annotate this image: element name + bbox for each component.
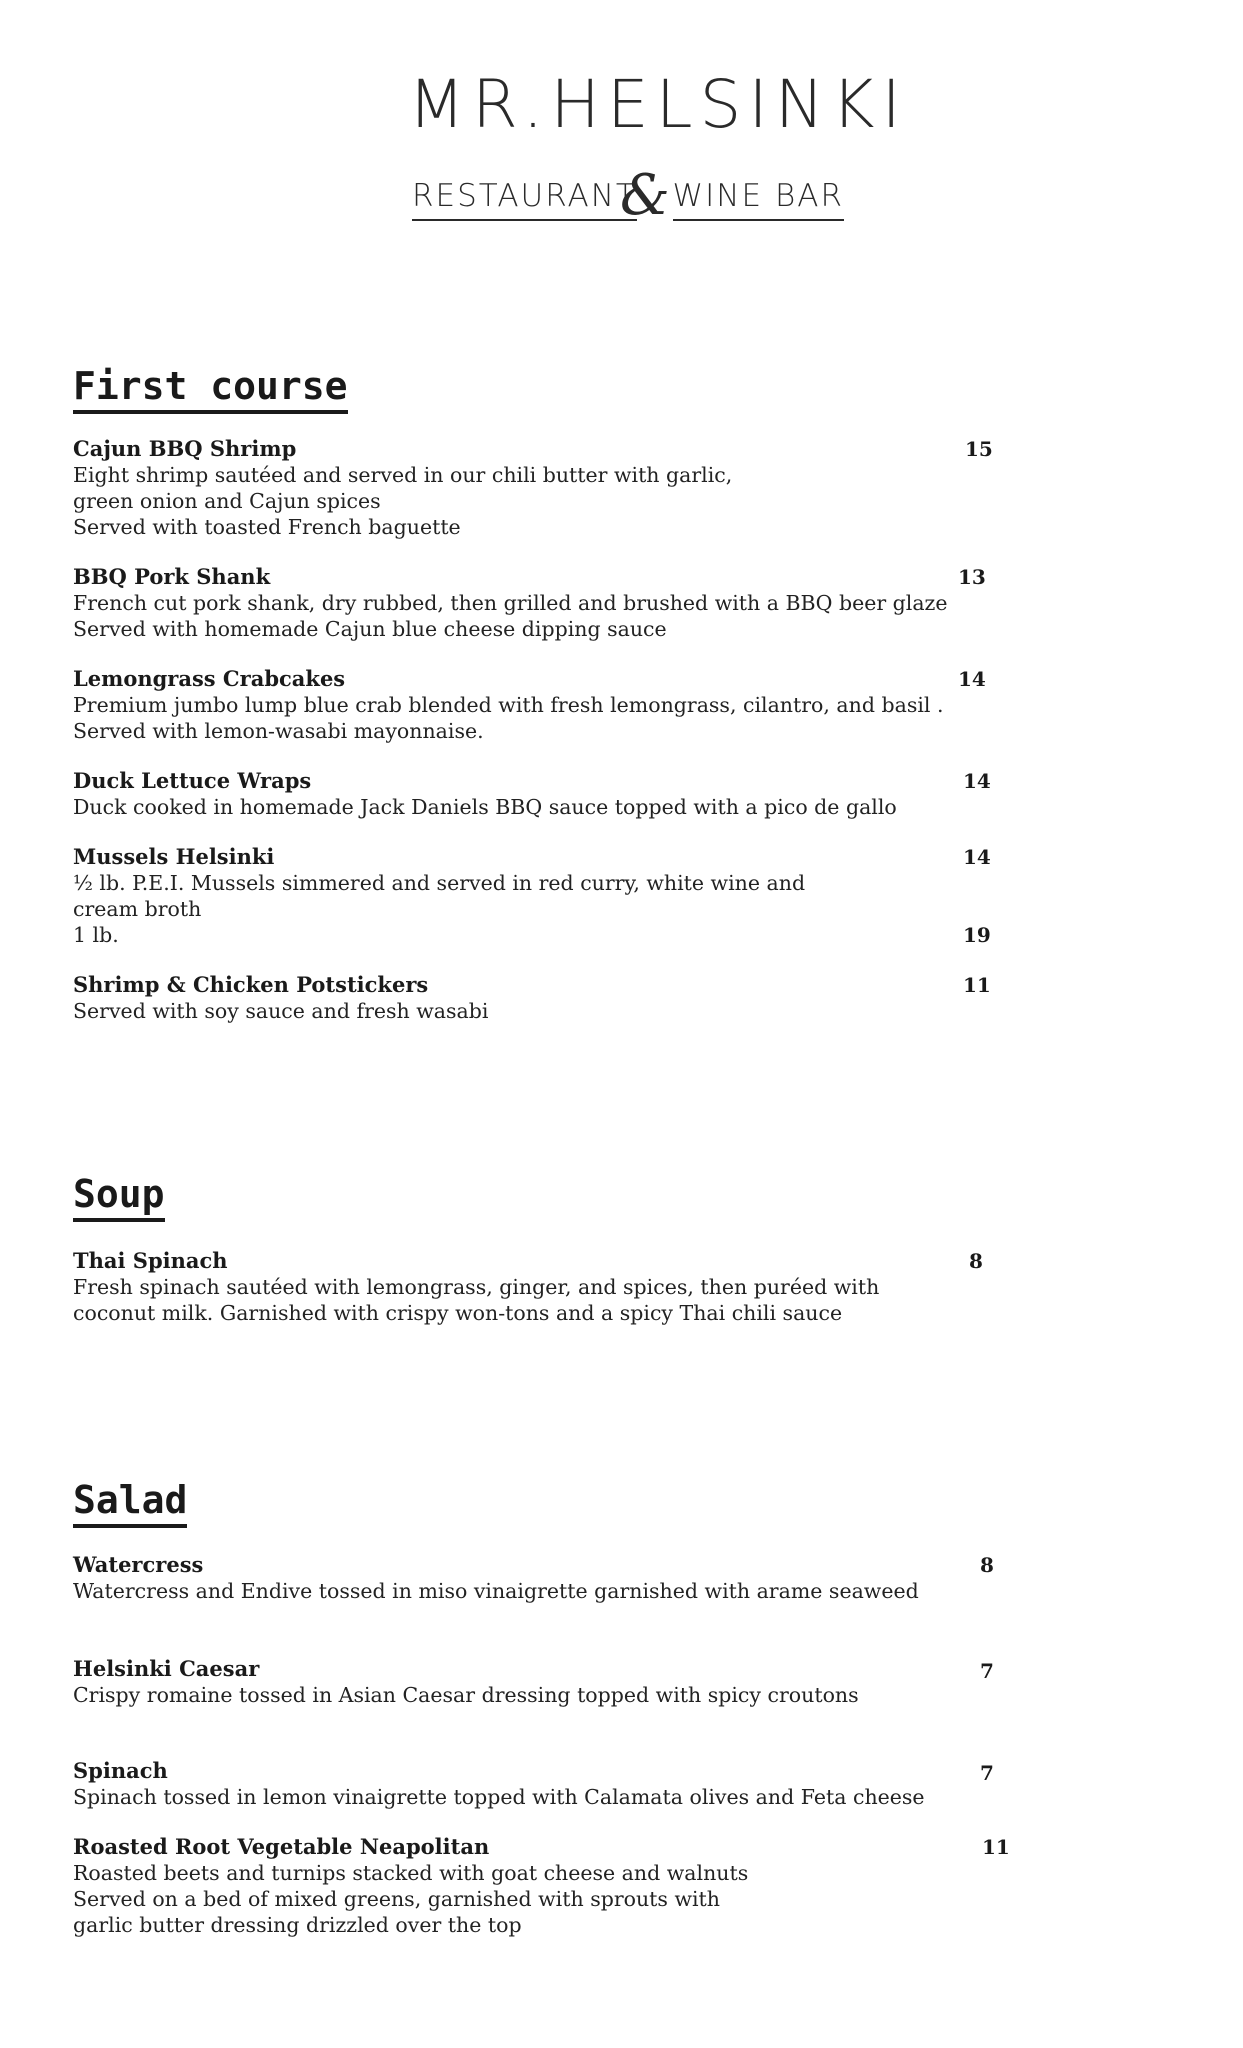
item-price: 8 [969, 1249, 983, 1273]
item-description-line: cream broth [73, 897, 202, 921]
item-description-line: Crispy romaine tossed in Asian Caesar dressing topped with spicy croutons [73, 1683, 859, 1707]
item-name: Mussels Helsinki [73, 844, 275, 869]
section-heading-soup: Soup [73, 1172, 165, 1222]
item-price: 11 [982, 1835, 1010, 1859]
item-description-line: Eight shrimp sautéed and served in our chili butter with garlic, [73, 463, 733, 487]
logo-ampersand: & [620, 163, 670, 228]
item-name: Thai Spinach [73, 1248, 228, 1273]
menu-item-helsinki-caesar [73, 1656, 1013, 1708]
item-price: 14 [958, 667, 986, 691]
menu-item-shrimp-chicken-potstickers [73, 972, 1013, 1024]
item-name: Spinach [73, 1758, 168, 1783]
menu-item-roasted-root-vegetable-neapolitan [73, 1834, 1013, 1938]
section-heading-salad: Salad [73, 1478, 187, 1528]
menu-item-thai-spinach [73, 1248, 1013, 1326]
item-description-line: 1 lb. [73, 923, 119, 947]
item-price-large: 19 [963, 923, 991, 947]
item-name: Shrimp & Chicken Potstickers [73, 972, 429, 997]
section-heading-first-course: First course [73, 364, 348, 414]
item-description-line: Premium jumbo lump blue crab blended with fresh lemongrass, cilantro, and basil . [73, 693, 944, 717]
item-name: Cajun BBQ Shrimp [73, 436, 297, 461]
item-price: 7 [980, 1659, 994, 1683]
item-price: 8 [980, 1553, 994, 1577]
item-price: 13 [958, 565, 986, 589]
item-description-line: Served on a bed of mixed greens, garnished with sprouts with [73, 1887, 721, 1911]
menu-item-bbq-pork-shank [73, 564, 1013, 642]
item-description-line: Served with toasted French baguette [73, 515, 461, 539]
menu-item-lemongrass-crabcakes [73, 666, 1013, 744]
item-price: 14 [963, 845, 991, 869]
logo-wine-bar-text: WINE BAR [673, 176, 844, 221]
item-description-line: Fresh spinach sautéed with lemongrass, ginger, and spices, then puréed with [73, 1275, 880, 1299]
restaurant-logo [408, 66, 909, 232]
item-name: Duck Lettuce Wraps [73, 768, 312, 793]
item-price: 15 [965, 437, 993, 461]
logo-wordmark: MR.HELSINKI [408, 66, 909, 143]
item-description-line: Watercress and Endive tossed in miso vinaigrette garnished with arame seaweed [73, 1579, 919, 1603]
item-description-line: coconut milk. Garnished with crispy won-tons and a spicy Thai chili sauce [73, 1301, 843, 1325]
item-name: BBQ Pork Shank [73, 564, 271, 589]
item-price: 7 [980, 1761, 994, 1785]
item-description-line: Served with lemon-wasabi mayonnaise. [73, 719, 484, 743]
item-name: Roasted Root Vegetable Neapolitan [73, 1834, 490, 1859]
item-description-line: Served with homemade Cajun blue cheese dipping sauce [73, 617, 667, 641]
item-description-line: garlic butter dressing drizzled over the top [73, 1913, 522, 1937]
item-name: Watercress [73, 1552, 204, 1577]
item-name: Helsinki Caesar [73, 1656, 260, 1681]
item-price: 11 [963, 973, 991, 997]
item-description-line: Roasted beets and turnips stacked with goat cheese and walnuts [73, 1861, 749, 1885]
item-description-line: Spinach tossed in lemon vinaigrette topped with Calamata olives and Feta cheese [73, 1785, 925, 1809]
item-price: 14 [963, 769, 991, 793]
item-description-line: Duck cooked in homemade Jack Daniels BBQ sauce topped with a pico de gallo [73, 795, 897, 819]
logo-subline [412, 163, 844, 228]
menu-item-spinach [73, 1758, 1013, 1810]
menu-item-watercress [73, 1552, 1013, 1604]
item-description-line: ½ lb. P.E.I. Mussels simmered and served in red curry, white wine and [73, 871, 806, 895]
item-description-line: green onion and Cajun spices [73, 489, 381, 513]
logo-restaurant-text: RESTAURANT [412, 176, 637, 221]
item-name: Lemongrass Crabcakes [73, 666, 346, 691]
menu-item-duck-lettuce-wraps [73, 768, 1013, 820]
menu-item-cajun-bbq-shrimp [73, 436, 1013, 540]
item-description-line: Served with soy sauce and fresh wasabi [73, 999, 489, 1023]
item-description-line: French cut pork shank, dry rubbed, then grilled and brushed with a BBQ beer glaze [73, 591, 948, 615]
menu-item-mussels-helsinki [73, 844, 1013, 948]
